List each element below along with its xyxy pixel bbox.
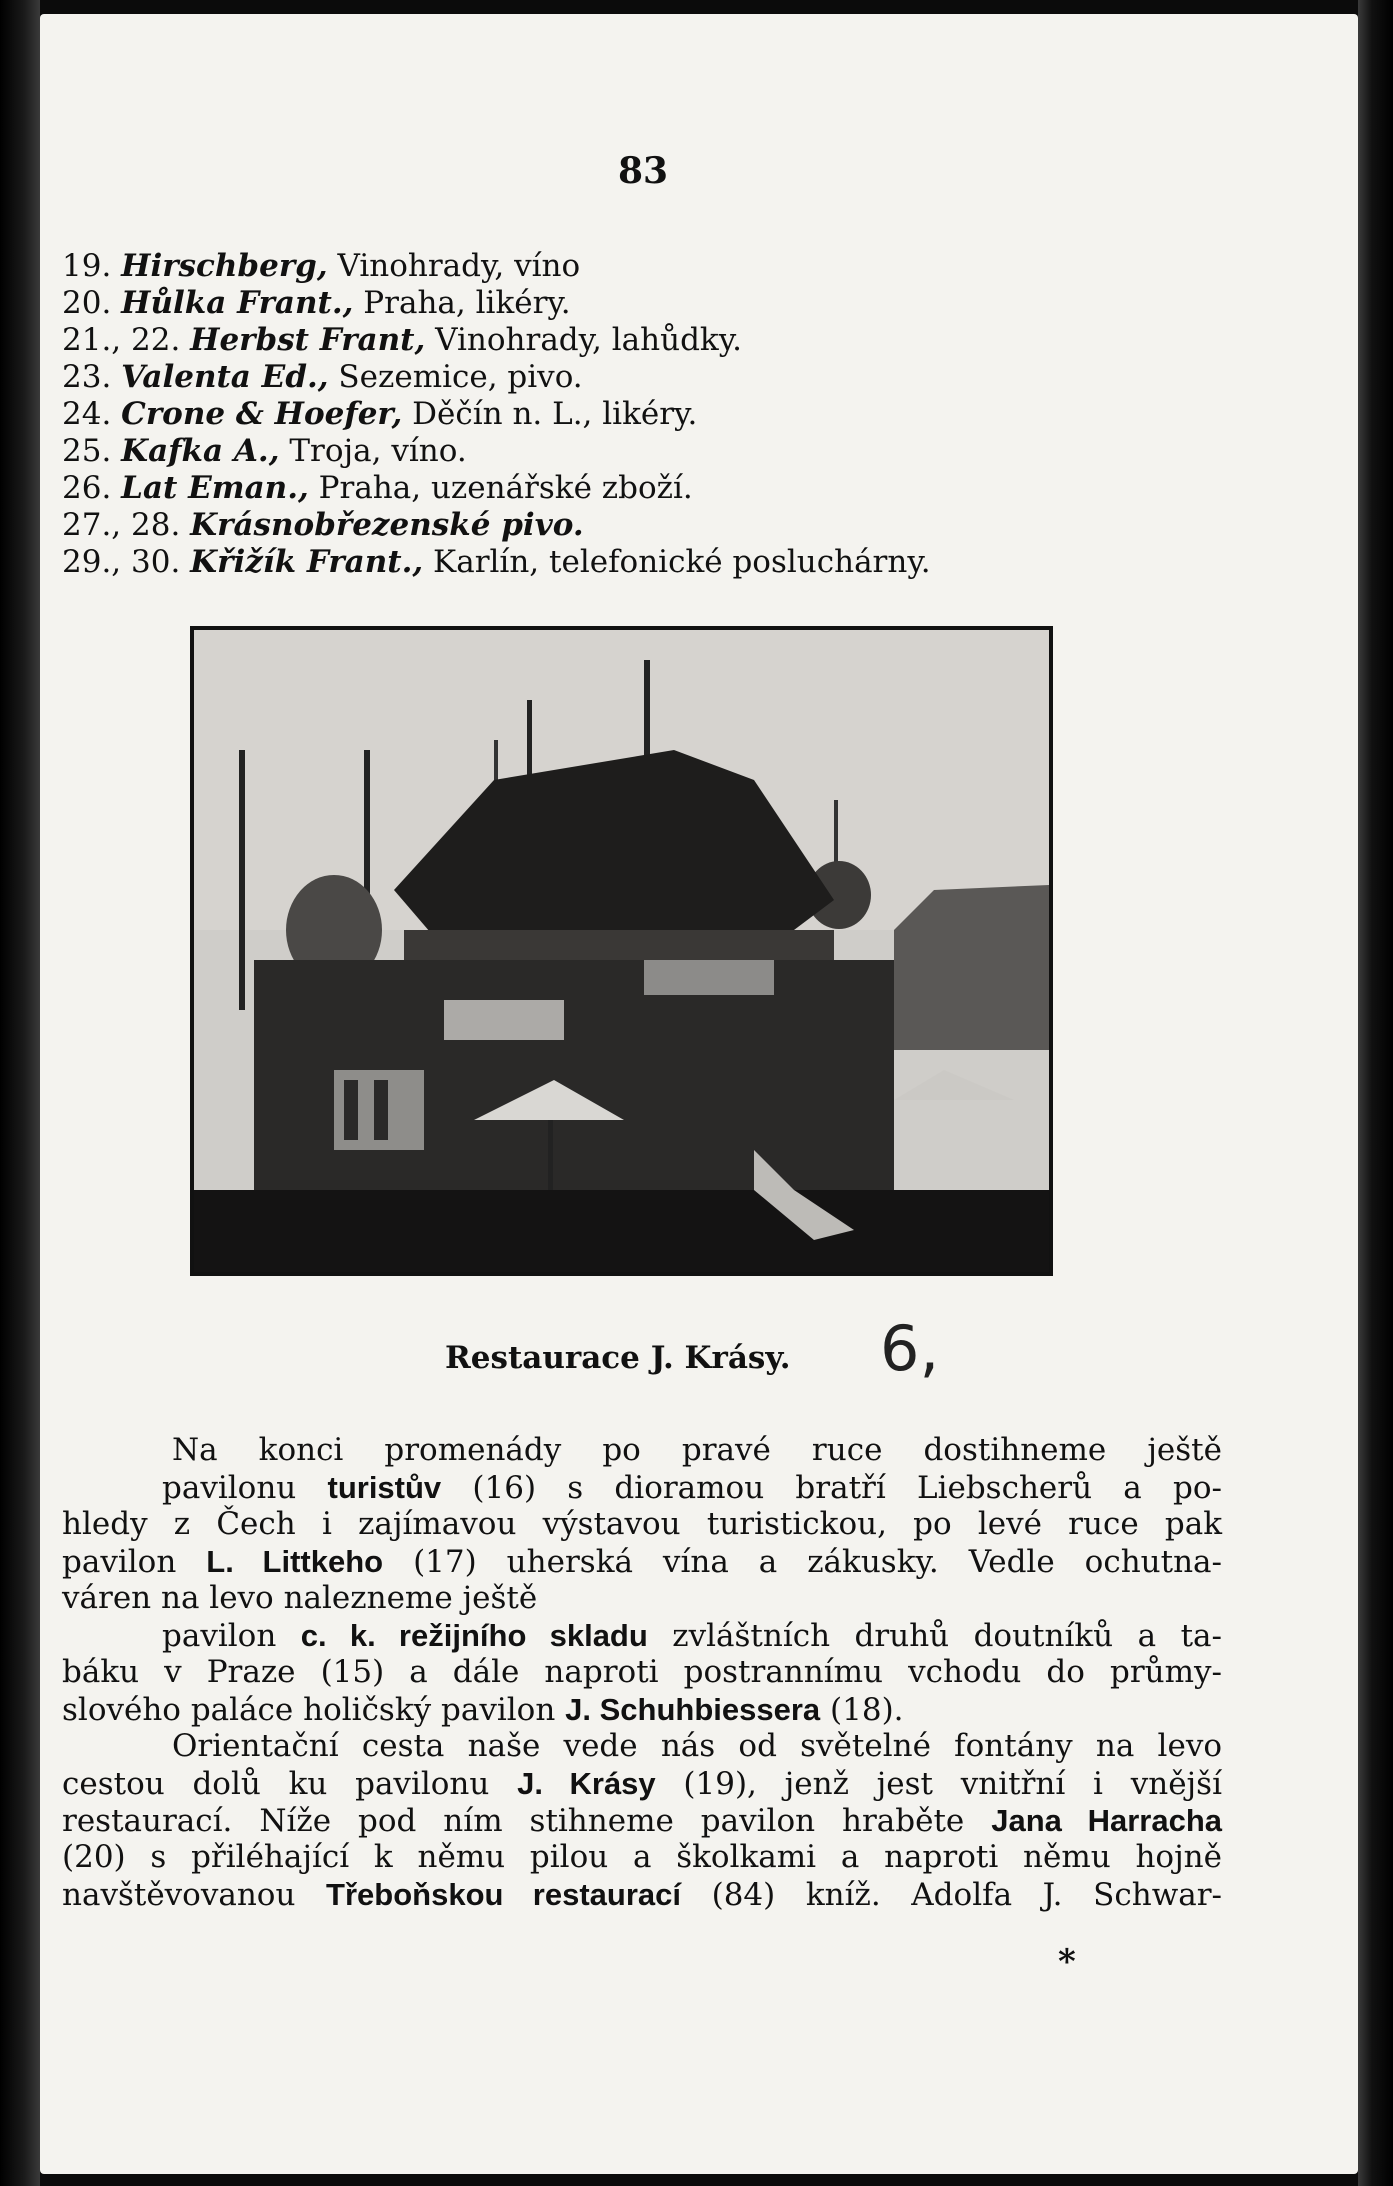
text-run: slového paláce holičský pavilon [62, 1692, 566, 1728]
list-item-number: 29., 30. [62, 544, 191, 580]
list-item-number: 24. [62, 396, 122, 432]
text-run: hledy z Čech i zajímavou výstavou turistickou, po levé ruce pak [62, 1506, 1222, 1542]
text-line [62, 1543, 1222, 1580]
text-run: váren na levo nalezneme ještě [62, 1580, 538, 1616]
list-item [62, 544, 1062, 581]
text-line [62, 1654, 1222, 1691]
list-item-name: Crone & Hoefer, [121, 396, 403, 432]
text-line [62, 1469, 1222, 1506]
text-run: pavilon [162, 1618, 301, 1654]
exhibitor-list [62, 248, 1062, 581]
list-item-detail: Karlín, telefonické posluchárny. [423, 544, 931, 580]
photo-caption: Restaurace J. Krásy. [445, 1340, 791, 1376]
list-item-detail: Vinohrady, lahůdky. [425, 322, 742, 358]
text-run: báku v Praze (15) a dále naproti postrannímu vchodu do průmy- [62, 1654, 1222, 1690]
list-item-name: Lat Eman., [121, 470, 309, 506]
text-line [62, 1506, 1222, 1543]
page-edge-shadow [1358, 0, 1393, 2186]
body-paragraph [62, 1432, 1222, 1913]
text-line [62, 1617, 1222, 1654]
list-item-name: Hirschberg, [121, 248, 328, 284]
list-item-number: 27., 28. [62, 507, 191, 543]
list-item-number: 21., 22. [62, 322, 191, 358]
highlighted-name: Jana Harracha [991, 1803, 1222, 1838]
list-item [62, 433, 1062, 470]
pavilion-photo-illustration [194, 630, 1049, 1272]
text-run: Na konci promenády po pravé ruce dostihneme ještě [172, 1432, 1222, 1468]
text-run: restaurací. Níže pod ním stihneme pavilon hraběte [62, 1803, 992, 1839]
text-line [62, 1691, 1222, 1728]
photo-restaurace [190, 626, 1053, 1276]
handwritten-annotation: 6, [880, 1312, 940, 1385]
list-item-number: 20. [62, 285, 122, 321]
list-item-number: 25. [62, 433, 122, 469]
highlighted-name: turistův [327, 1470, 442, 1505]
list-item-name: Krásnobřezenské pivo. [190, 507, 584, 543]
highlighted-name: Třeboňskou restaurací [326, 1877, 682, 1912]
list-item [62, 470, 1062, 507]
text-run: zvláštních druhů doutníků a ta- [647, 1618, 1222, 1654]
list-item [62, 507, 1062, 544]
footer-mark: * [1058, 1942, 1076, 1982]
highlighted-name: J. Schuhbiessera [565, 1692, 821, 1727]
text-run: navštěvovanou [62, 1877, 327, 1913]
list-item-name: Herbst Frant, [190, 322, 426, 358]
text-run: (16) s dioramou bratří Liebscherů a po- [441, 1470, 1222, 1506]
highlighted-name: c. k. režijního skladu [300, 1618, 648, 1653]
list-item-number: 19. [62, 248, 122, 284]
list-item [62, 248, 1062, 285]
text-line [62, 1876, 1222, 1913]
text-line [62, 1802, 1222, 1839]
list-item-number: 26. [62, 470, 122, 506]
list-item-detail: Praha, uzenářské zboží. [308, 470, 693, 506]
text-line [62, 1839, 1222, 1876]
list-item [62, 285, 1062, 322]
text-run: (20) s přiléhající k němu pilou a školkami a naproti němu hojně [62, 1839, 1222, 1875]
text-line [62, 1580, 1222, 1617]
list-item-detail: Praha, likéry. [353, 285, 571, 321]
text-run: (18). [820, 1692, 904, 1728]
list-item-name: Kafka A., [121, 433, 280, 469]
text-run: (19), jenž jest vnitřní i vnější [655, 1766, 1222, 1802]
page-number: 83 [618, 150, 669, 192]
text-run: pavilonu [162, 1470, 328, 1506]
book-spine-shadow [0, 0, 40, 2186]
list-item-detail: Děčín n. L., likéry. [402, 396, 698, 432]
list-item [62, 322, 1062, 359]
list-item [62, 359, 1062, 396]
highlighted-name: J. Krásy [517, 1766, 656, 1801]
text-run: (17) uherská vína a zákusky. Vedle ochutna- [383, 1544, 1222, 1580]
text-run: (84) kníž. Adolfa J. Schwar- [681, 1877, 1223, 1913]
text-line [62, 1728, 1222, 1765]
text-line [62, 1765, 1222, 1802]
list-item [62, 396, 1062, 433]
text-run: pavilon [62, 1544, 207, 1580]
list-item-detail: Sezemice, pivo. [328, 359, 583, 395]
highlighted-name: L. Littkeho [206, 1544, 384, 1579]
list-item-name: Hůlka Frant., [121, 285, 354, 321]
text-line [62, 1432, 1222, 1469]
list-item-detail: Vinohrady, víno [327, 248, 581, 284]
list-item-name: Valenta Ed., [121, 359, 329, 395]
list-item-number: 23. [62, 359, 122, 395]
text-run: Orientační cesta naše vede nás od světelné fontány na levo [172, 1728, 1222, 1764]
list-item-name: Křižík Frant., [190, 544, 424, 580]
text-run: cestou dolů ku pavilonu [62, 1766, 518, 1802]
list-item-detail: Troja, víno. [279, 433, 467, 469]
